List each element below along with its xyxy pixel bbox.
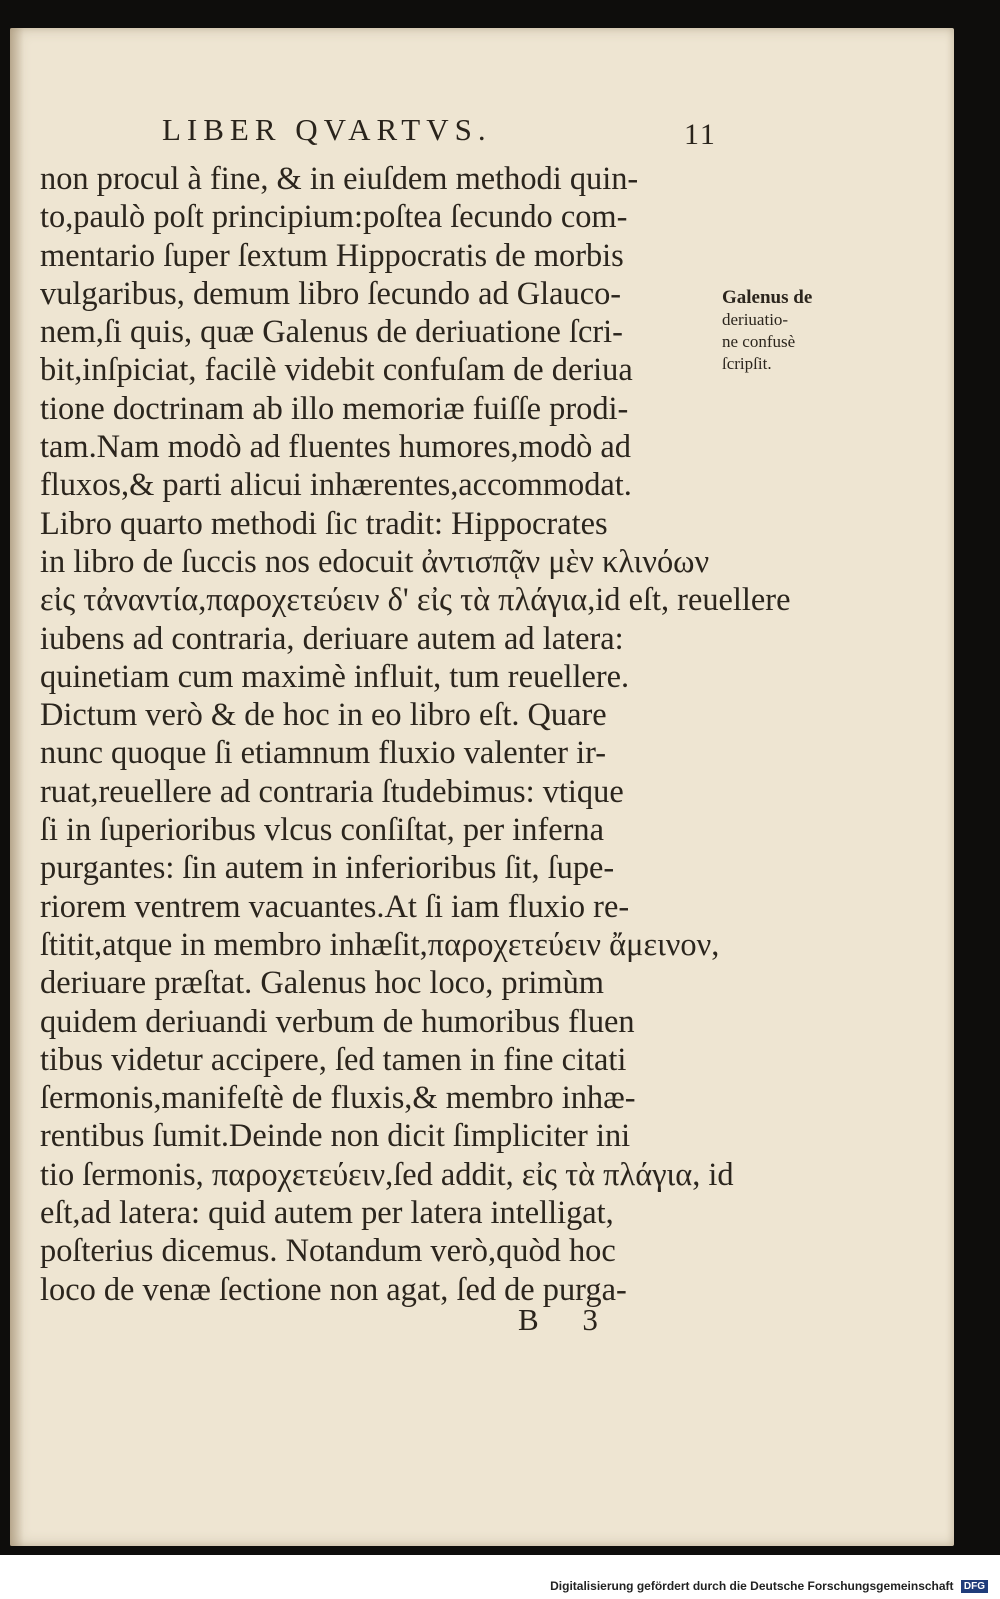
signature-mark: B 3 [518, 1302, 616, 1337]
text-line: iubens ad contraria, deriuare autem ad latera: [40, 620, 624, 657]
text-line: fluxos,& parti alicui inhærentes,accommodat. [40, 467, 632, 504]
text-line: tam.Nam modò ad fluentes humores,modò ad [40, 429, 632, 466]
text-line: bit,inſpiciat, facilè videbit confuſam de deriua [40, 352, 633, 389]
text-line: to,paulò poſt principium:poſtea ſecundo com- [40, 199, 628, 236]
text-line: nem,ſi quis, quæ Galenus de deriuatione ſcri- [40, 314, 623, 351]
text-line: eſt,ad latera: quid autem per latera intelligat, [40, 1195, 614, 1232]
marginal-note-line: ſcripſit. [722, 354, 772, 373]
dfg-logo: DFG [961, 1580, 988, 1593]
text-line: loco de venæ ſectione non agat, ſed de purga- [40, 1271, 627, 1308]
text-line: quidem deriuandi verbum de humoribus fluen [40, 1003, 635, 1040]
body-text [40, 160, 791, 1309]
text-line: ſtitit,atque in membro inhæſit,παροχετεύειν ἄμεινον, [40, 926, 720, 963]
marginal-note-line: deriuatio- [722, 310, 789, 329]
text-line: mentario ſuper ſextum Hippocratis de morbis [40, 237, 624, 274]
text-line: εἰς τἀναντία,παροχετεύειν δ' εἰς τὰ πλάγια,id eſt, reuellere [40, 582, 791, 619]
marginal-note [722, 287, 842, 375]
text-line: tibus videtur accipere, ſed tamen in fine citati [40, 1041, 627, 1078]
text-line: purgantes: ſin autem in inferioribus ſit, ſupe- [40, 850, 615, 887]
page-number: 11 [684, 118, 717, 151]
text-line: in libro de ſuccis nos edocuit ἀντισπᾷν μὲν κλινόων [40, 543, 710, 580]
text-line: deriuare præſtat. Galenus hoc loco, primùm [40, 965, 604, 1002]
digitization-credit [550, 1579, 988, 1593]
text-line: rentibus ſumit.Deinde non dicit ſimpliciter ini [40, 1118, 631, 1155]
text-line: non procul à fine, & in eiuſdem methodi quin- [40, 161, 639, 197]
text-line: riorem ventrem vacuantes.At ſi iam fluxio re- [40, 888, 630, 925]
marginal-note-line: ne confusè [722, 332, 796, 351]
running-title: LIBER QVARTVS. [162, 112, 492, 147]
text-line: ruat,reuellere ad contraria ſtudebimus: vtique [40, 773, 624, 810]
text-line: ſi in ſuperioribus vlcus conſiſtat, per inferna [40, 812, 604, 849]
text-line: tio ſermonis, παροχετεύειν,ſed addit, εἰς τὰ πλάγια, id [40, 1156, 734, 1193]
text-line: tione doctrinam ab illo memoriæ fuiſſe prodi- [40, 390, 629, 427]
text-line: ſermonis,manifeſtè de fluxis,& membro inhæ- [40, 1080, 636, 1117]
page-gutter-shadow [10, 28, 24, 1546]
text-line: poſterius dicemus. Notandum verò,quòd hoc [40, 1233, 616, 1270]
text-line: vulgaribus, demum libro ſecundo ad Glauco- [40, 275, 622, 312]
text-line: Libro quarto methodi ſic tradit: Hippocrates [40, 505, 608, 542]
text-line: quinetiam cum maximè influit, tum reuellere. [40, 658, 630, 695]
marginal-note-line: Galenus de [722, 287, 813, 308]
text-line: Dictum verò & de hoc in eo libro eſt. Quare [40, 697, 607, 734]
credit-text: Digitalisierung gefördert durch die Deutsche Forschungsgemeinschaft [550, 1578, 954, 1593]
text-line: nunc quoque ſi etiamnum fluxio valenter ir- [40, 735, 607, 772]
